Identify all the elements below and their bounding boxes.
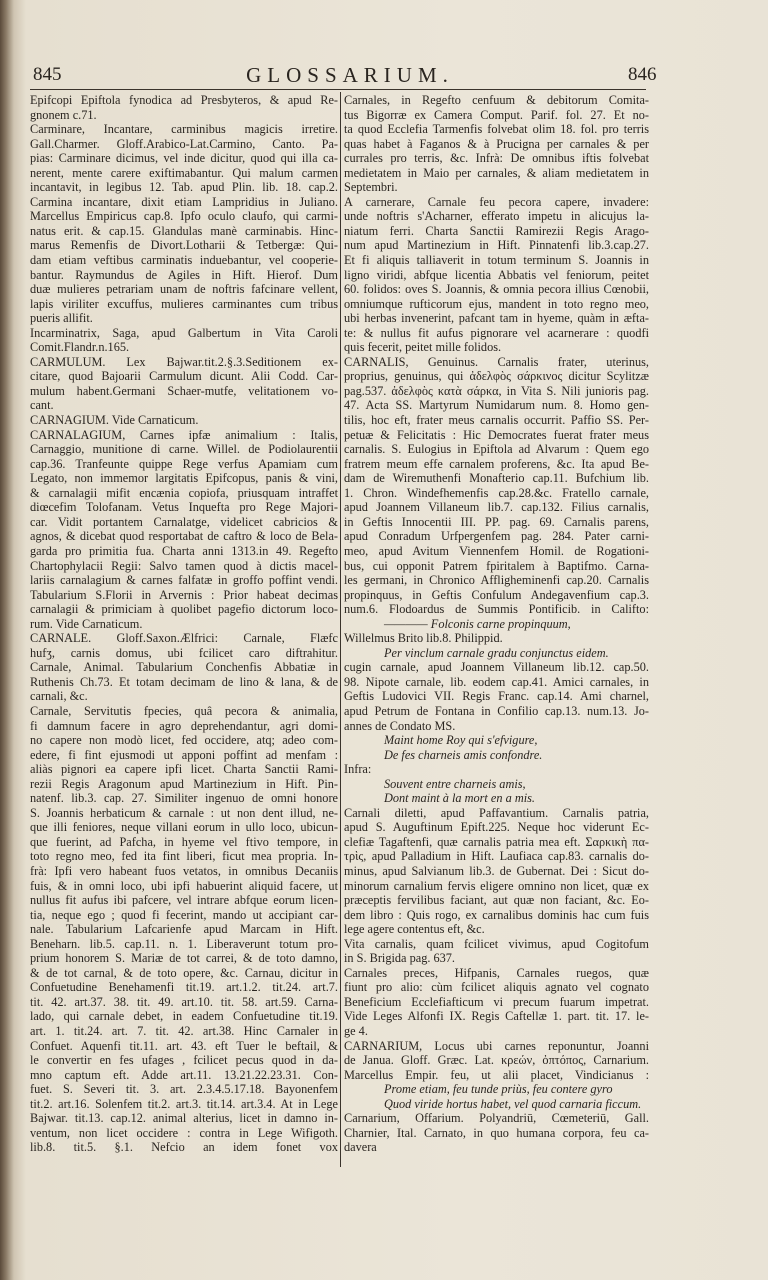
text-line: Vita carnalis, quam fcilicet vivimus, apud Cogitofum — [344, 936, 649, 951]
text-line: les germani, in Chronico Affligheminenfi cap.20. Carnalis — [344, 573, 649, 588]
text-line: omniumque rufticorum ejus, mandent in toto regno meo, — [344, 296, 649, 311]
text-line: Carmina incantare, dixit etiam Lampridius in Juliano. — [30, 194, 338, 209]
text-line: unde noftris s'Acharner, efferato impetu in alicujus la- — [344, 209, 649, 224]
text-line: 60. folidos: oves S. Joannis, & omnia pecora illius Cœnobii, — [344, 282, 649, 297]
text-line: minorum carnalium fervis eligere omnino non licet, quæ ex — [344, 878, 649, 893]
text-line: bus, cui opponit Patrem fpiritalem à Baptifmo. Carna- — [344, 558, 649, 573]
text-line: fuis, & in omni loco, ubi ipfi habuerint aliquid facere, ut — [30, 878, 338, 893]
text-line: Carminare, Incantare, carminibus magicis irretire. — [30, 122, 338, 137]
text-line: Maint home Roy qui s'efvigure, — [384, 733, 538, 748]
text-line: Confuetudine Benehamenfi tit.19. art.1.2. tit.24. art.7. — [30, 980, 338, 995]
column-divider — [340, 92, 341, 1167]
text-line: Epifcopi Epiftola fynodica ad Presbyteros, & apud Re- — [30, 93, 338, 107]
text-line: Et fi aliquis talliaverit in totum terminum S. Joannis in — [344, 253, 649, 268]
text-line: davera — [344, 1140, 377, 1155]
text-line: marus Remenfis de Divort.Lotharii & Tetbergæ: Qui- — [30, 238, 338, 253]
text-line: natus erit. & cap.15. Glandulas manè carminabis. Hinc- — [30, 223, 338, 238]
text-line: rum. Vide Carnaticum. — [30, 616, 143, 631]
text-line: quis fecerit, peitet mille folidos. — [344, 340, 502, 355]
text-line: tit. 42. art.37. 38. tit. 49. art.10. tit. 58. art.59. Carna- — [30, 994, 338, 1009]
text-line: Carnales, in Regefto cenfuum & debitorum Comita- — [344, 93, 649, 107]
text-line: ———— Folconis carne propinquum, — [384, 616, 571, 631]
text-line: Beneharn. lib.5. cap.11. n. 1. Liberaverunt totum pro- — [30, 936, 338, 951]
text-line: cugin carnale, apud Joannem Villaneum lib.12. cap.50. — [344, 660, 649, 675]
text-line: CARNALE. Gloff.Saxon.Ælfrici: Carnale, Flæfc — [30, 631, 338, 646]
text-line: aliàs pignori ea capere ipfi licet. Charta Sanctii Rami- — [30, 762, 338, 777]
text-line: minus, apud Salvianum lib.3. de Gubernat. Dei : Sicut do- — [344, 863, 649, 878]
text-line: Comit.Flandr.n.165. — [30, 340, 130, 355]
text-line: Carnale, Animal. Tabularium Conchenfis Abbatiæ in — [30, 660, 338, 675]
text-line: ta quod Ecclefia Tarmenfis folvebat olim 18. fol. pro terris — [344, 122, 649, 137]
text-line: medietatem in Maio per carnales, & aliam medietatem in — [344, 165, 649, 180]
text-line: mulum habent.Germani Schaer-mutfe, velitationem vo- — [30, 383, 338, 398]
text-line: tit.2. art.16. Solenfem tit.2. art.3. tit.14. art.3.4. At in Lege — [30, 1096, 338, 1111]
text-line: lege agere contentus eft, &c. — [344, 922, 485, 937]
text-line: Vide Leges Alfonfi IX. Regis Caftellæ 1. part. tit. 17. le- — [344, 1009, 649, 1024]
text-line: apud Petrum de Fontana in Confilio cap.13. num.13. Jo- — [344, 703, 649, 718]
text-line: Tabularium S.Florii in Arvernis : Prior habeat decimas — [30, 587, 338, 602]
text-line: 98. Nipote carnale, lib. eodem cap.41. Amici carnales, in — [344, 674, 649, 689]
text-line: te: & nullus fit aufus pignorare vel acarnerare : quodfi — [344, 325, 649, 340]
text-line: Carnaggio, munitione di carne. Willel. de Podiolaurentii — [30, 442, 338, 457]
text-line: & carnalagii mifit encænia copiofa, priusquam intraffet — [30, 485, 338, 500]
text-line: art. 1. tit.24. art. 7. tit. 42. art.38. Hinc Carnaler in — [30, 1024, 338, 1038]
running-title: GLOSSARIUM. — [246, 63, 454, 87]
text-line: Gall.Charmer. Gloff.Arabico-Lat.Carmino, Canto. Pa- — [30, 136, 338, 151]
text-line: CARMULUM. Lex Bajwar.tit.2.§.3.Seditionem ex- — [30, 354, 338, 369]
text-line: rezii Regis Aragonum apud Martinezium in Hift. Pin- — [30, 776, 338, 791]
text-line: Confuet. Aquenfi tit.11. art. 43. eft Tuer le beftail, & — [30, 1038, 338, 1053]
text-line: pias: Carminare dicimus, vel inde dicitur, quod qui illa ca- — [30, 151, 338, 166]
text-line: propinquus, in Geftis Confulum Andegavenfium cap.3. — [344, 587, 649, 602]
text-line: mno captum eft. Adde art.11. 13.21.22.23.31. Con- — [30, 1067, 338, 1082]
text-line: De fes charneis amis confondre. — [384, 747, 543, 762]
text-line: niatum ferri. Charta Sanctii Ramirezii Regis Arago- — [344, 223, 649, 238]
text-line: Carnarium, Offarium. Polyandriū, Cœmeteriū, Gall. — [344, 1111, 649, 1126]
text-line: CARNARIUM, Locus ubi carnes reponuntur, Joanni — [344, 1038, 649, 1053]
text-line: duæ mulieres petrariam unam de noftris fafcinare vellent, — [30, 282, 338, 297]
text-line: incantavit, in legibus 12. Tab. apud Plin. lib. 18. cap.2. — [30, 180, 338, 195]
text-line: lariis carnalagium & carnes falfatæ in groffo poffint vendi. — [30, 573, 338, 588]
text-line: Chartophylacii Regii: Salvo tamen quod à dictis macel- — [30, 558, 338, 573]
text-line: Incarminatrix, Saga, apud Galbertum in Vita Caroli — [30, 325, 338, 340]
text-line: carnalagii & primiciam à quolibet pagefio dictorum loco- — [30, 602, 338, 617]
text-line: clefiæ Tagaftenfi, quæ carnalis patria mea eft. Σαρκικὴ πα- — [344, 834, 649, 849]
text-line: dam etiam veftibus carminatis induebantur, vel cooperie- — [30, 253, 338, 268]
text-line: Infra: — [344, 762, 372, 777]
text-line: 47. Acta SS. Martyrum Numidarum num. 8. Homo gen- — [344, 398, 649, 413]
text-line: tus Bigorræ ex Camera Comput. Parif. fol. 27. Et no- — [344, 107, 649, 122]
text-line: apud Joannem Villaneum lib.7. cap.132. Filius carnalis, — [344, 500, 649, 515]
text-line: fuet. S. Severi tit. 3. art. 2.3.4.5.17.18. Bayonenfem — [30, 1082, 338, 1097]
page-number-left: 845 — [33, 64, 62, 85]
text-line: in S. Brigida pag. 637. — [344, 951, 456, 966]
text-line: fiunt pro alio: cùm fcilicet aliquis agnato vel cognato — [344, 980, 649, 995]
text-line: pag.537. ἀδελφὸς κατὰ σάρκα, in Vita S. Nili junioris pag. — [344, 383, 649, 398]
text-line: prium honorem S. Mariæ de tot carrei, & de toto damno, — [30, 951, 338, 966]
text-line: agnos, & dicebat quod resportabat de caftro & loco de Bela- — [30, 529, 338, 544]
text-line: Charnier, Ital. Carnato, in quo humana corpora, feu ca- — [344, 1125, 649, 1140]
text-line: fi damnum facere in agro deprehendantur, agri domi- — [30, 718, 338, 733]
text-line: diœcefim Tolofanam. Vetus Inquefta pro Rege Majori- — [30, 500, 338, 515]
text-line: apud Conradum Urfpergenfem pag. 284. Pater carni- — [344, 529, 649, 544]
text-line: bantur. Raymundus de Agiles in Hift. Hierof. Dum — [30, 267, 338, 282]
text-line: car. Vidit portantem Carnalatge, videlicet cabricios & — [30, 514, 338, 529]
text-line: Carnale, Servitutis fpecies, quâ pecora & animalia, — [30, 703, 338, 718]
text-line: petuæ & Felicitatis : Hic Democrates fuerat frater meus — [344, 427, 649, 442]
text-line: que illi feniores, neque villani eorum in ullo loco, ubicun- — [30, 820, 338, 835]
text-line: carnalis. S. Eulogius in Epiftola ad Alvarum : Quem ego — [344, 442, 649, 457]
text-line: quas habet à Faganos & à Prucigna per carnales & per — [344, 136, 649, 151]
page-number-right: 846 — [628, 64, 657, 85]
text-line: pueris allifit. — [30, 311, 93, 326]
text-line: Bajwar. tit.13. cap.12. animal alterius, licet in damno in- — [30, 1111, 338, 1126]
text-line: frà: Ipfi vero habeant fuos vetatos, in omnibus Decaniis — [30, 863, 338, 878]
text-line: no capere non modò licet, fed occidere, atq; adeo com- — [30, 733, 338, 748]
text-line: ventum, non licet occidere : contra in Lege Wifigoth. — [30, 1125, 338, 1140]
text-line: ubi herbas invenerint, pafcant tam in hyeme, quàm in æfta- — [344, 311, 649, 326]
text-line: currales pro terris, &c. Infrà: De omnibus iftis folvebat — [344, 151, 649, 166]
text-line: CARNALIS, Genuinus. Carnalis frater, uterinus, — [344, 354, 649, 369]
text-line: le convertir en fes ufages , fcilicet pecus quod in da- — [30, 1053, 338, 1068]
text-line: de Janua. Gloff. Græc. Lat. κρεών, ὀπτόπος, Carnarium. — [344, 1053, 649, 1068]
text-line: cap.36. Tranfeunte quippe Rege verfus Apamiam cum — [30, 456, 338, 471]
right-column — [344, 93, 649, 1155]
text-line: edere, fi fint ejusmodi ut apponi poffint ad menfam : — [30, 747, 338, 762]
text-line: num apud Martinezium in Hift. Pinnatenfi lib.3.cap.27. — [344, 238, 649, 253]
text-line: Marcellus Empir. feu, ut alii placet, Vindicianus : — [344, 1067, 649, 1082]
text-line: Prome etiam, feu tunde priùs, feu contere gyro — [384, 1082, 613, 1097]
text-line: toto regno meo, fed ita fint liberi, ficut mea propria. In- — [30, 849, 338, 864]
text-line: que fuerint, ad Pafcha, in hyeme vel ftivo tempore, in — [30, 834, 338, 849]
text-line: Carnales preces, Hifpanis, Carnales ruegos, quæ — [344, 965, 649, 980]
text-line: proprius, genuinus, qui ἀδελφὸς σάρκινος dicitur Scylitzæ — [344, 369, 649, 384]
text-line: S. Joannis herbaticum & carnale : ut non dent illud, ne- — [30, 805, 338, 820]
text-line: carnali, &c. — [30, 689, 88, 704]
text-line: CARNAGIUM. Vide Carnaticum. — [30, 413, 199, 428]
text-line: Quod viride hortus habet, vel quod carnaria ficcum. — [384, 1096, 642, 1111]
text-line: natenf. lib.3. cap. 27. Similiter ingenuo de omni honore — [30, 791, 338, 806]
text-line: in Geftis Innocentii III. PP. pag. 69. Carnalis parens, — [344, 514, 649, 529]
text-line: Carnali diletti, apud Paffavantium. Carnalis patria, — [344, 805, 649, 820]
text-line: lapis viriliter excuffus, mulieres carminantes cum tribus — [30, 296, 338, 311]
text-line: garda pro primitia fua. Charta anni 1313.in 49. Regefto — [30, 543, 338, 558]
text-line: nullus fit aufus ibi pafcere, vel intrare abfque eorum licen- — [30, 893, 338, 908]
text-line: dam de Wiremuthenfi Monafterio cap.11. Bufchium lib. — [344, 471, 649, 486]
left-column — [30, 93, 338, 1155]
text-line: cant. — [30, 398, 54, 413]
text-line: Legato, non immemor largitatis Epifcopus, panis & vini, — [30, 471, 338, 486]
text-line: num.6. Flodoardus de Summis Pontificib. in Califto: — [344, 602, 649, 617]
header-rule — [30, 89, 646, 90]
text-line: Souvent entre charneis amis, — [384, 776, 526, 791]
text-line: Marcellus Empiricus cap.8. Ipfo oculo claufo, qui carmi- — [30, 209, 338, 224]
text-line: ligno viridi, abfque licentia Abbatis vel feniorum, peitet — [344, 267, 649, 282]
text-line: Dont maint à la mort en a mis. — [384, 791, 535, 806]
text-line: lib.8. tit.5. §.1. Nefcio an idem fonet vox — [30, 1140, 338, 1155]
text-line: præceptis fervilibus faciant, aut quæ non faciant, &c. Eo- — [344, 893, 649, 908]
text-line: A carnerare, Carnale feu pecora capere, invadere: — [344, 194, 649, 209]
text-line: Septembri. — [344, 180, 398, 195]
text-line: τρὶς, apud Palladium in Hift. Laufiaca cap.83. carnalis do- — [344, 849, 649, 864]
text-line: Geftis Ludovici VII. Regis Franc. cap.14. Ami charnel, — [344, 689, 649, 704]
text-line: hufʒ, carnis domus, ubi fcilicet caro diftrahitur. — [30, 645, 338, 660]
text-line: Ruthenis Ch.73. Et totam decimam de lino & lana, & de — [30, 674, 338, 689]
text-line: apud S. Auguftinum Epift.225. Neque hoc viderunt Ec- — [344, 820, 649, 835]
text-line: ge 4. — [344, 1024, 368, 1038]
text-line: citare, quod Bajoarii Carmulum dicunt. Alii Codd. Car- — [30, 369, 338, 384]
text-line: Willelmus Brito lib.8. Philippid. — [344, 631, 503, 646]
text-line: CARNALAGIUM, Carnes ipfæ animalium : Italis, — [30, 427, 338, 442]
text-line: gnonem c.71. — [30, 107, 97, 122]
text-line: 1. Chron. Windefhemenfis cap.28.&c. Fratello carnale, — [344, 485, 649, 500]
text-line: Beneficium Ecclefiafticum vi precum fuarum impetrat. — [344, 994, 649, 1009]
text-line: Per vinclum carnale gradu conjunctus eidem. — [384, 645, 609, 660]
text-line: dem libro : Quis rogo, ex carnalibus dominis hac cum fuis — [344, 907, 649, 922]
text-line: meo, apud Avitum Viennenfem Homil. de Rogationi- — [344, 543, 649, 558]
text-line: tia, neque ego ; quod fi fecerint, mando ut accipiant car- — [30, 907, 338, 922]
text-line: fratrem meum effe carnalem proferens, &c. Ita apud Be- — [344, 456, 649, 471]
text-line: nale. Tabularium Lafcarienfe apud Marcam in Hift. — [30, 922, 338, 937]
text-line: lado, qui carnale debet, in eadem Confuetudine tit.19. — [30, 1009, 338, 1024]
text-line: annes de Condato MS. — [344, 718, 456, 733]
text-line: tilis, hoc eft, frater meus carnalis occurrit. Paffio SS. Per- — [344, 413, 649, 428]
text-line: nerent, mente carere exiftimabantur. Qui malum carmen — [30, 165, 338, 180]
text-line: & de tot carnal, & de toto opere, &c. Carnau, dicitur in — [30, 965, 338, 980]
